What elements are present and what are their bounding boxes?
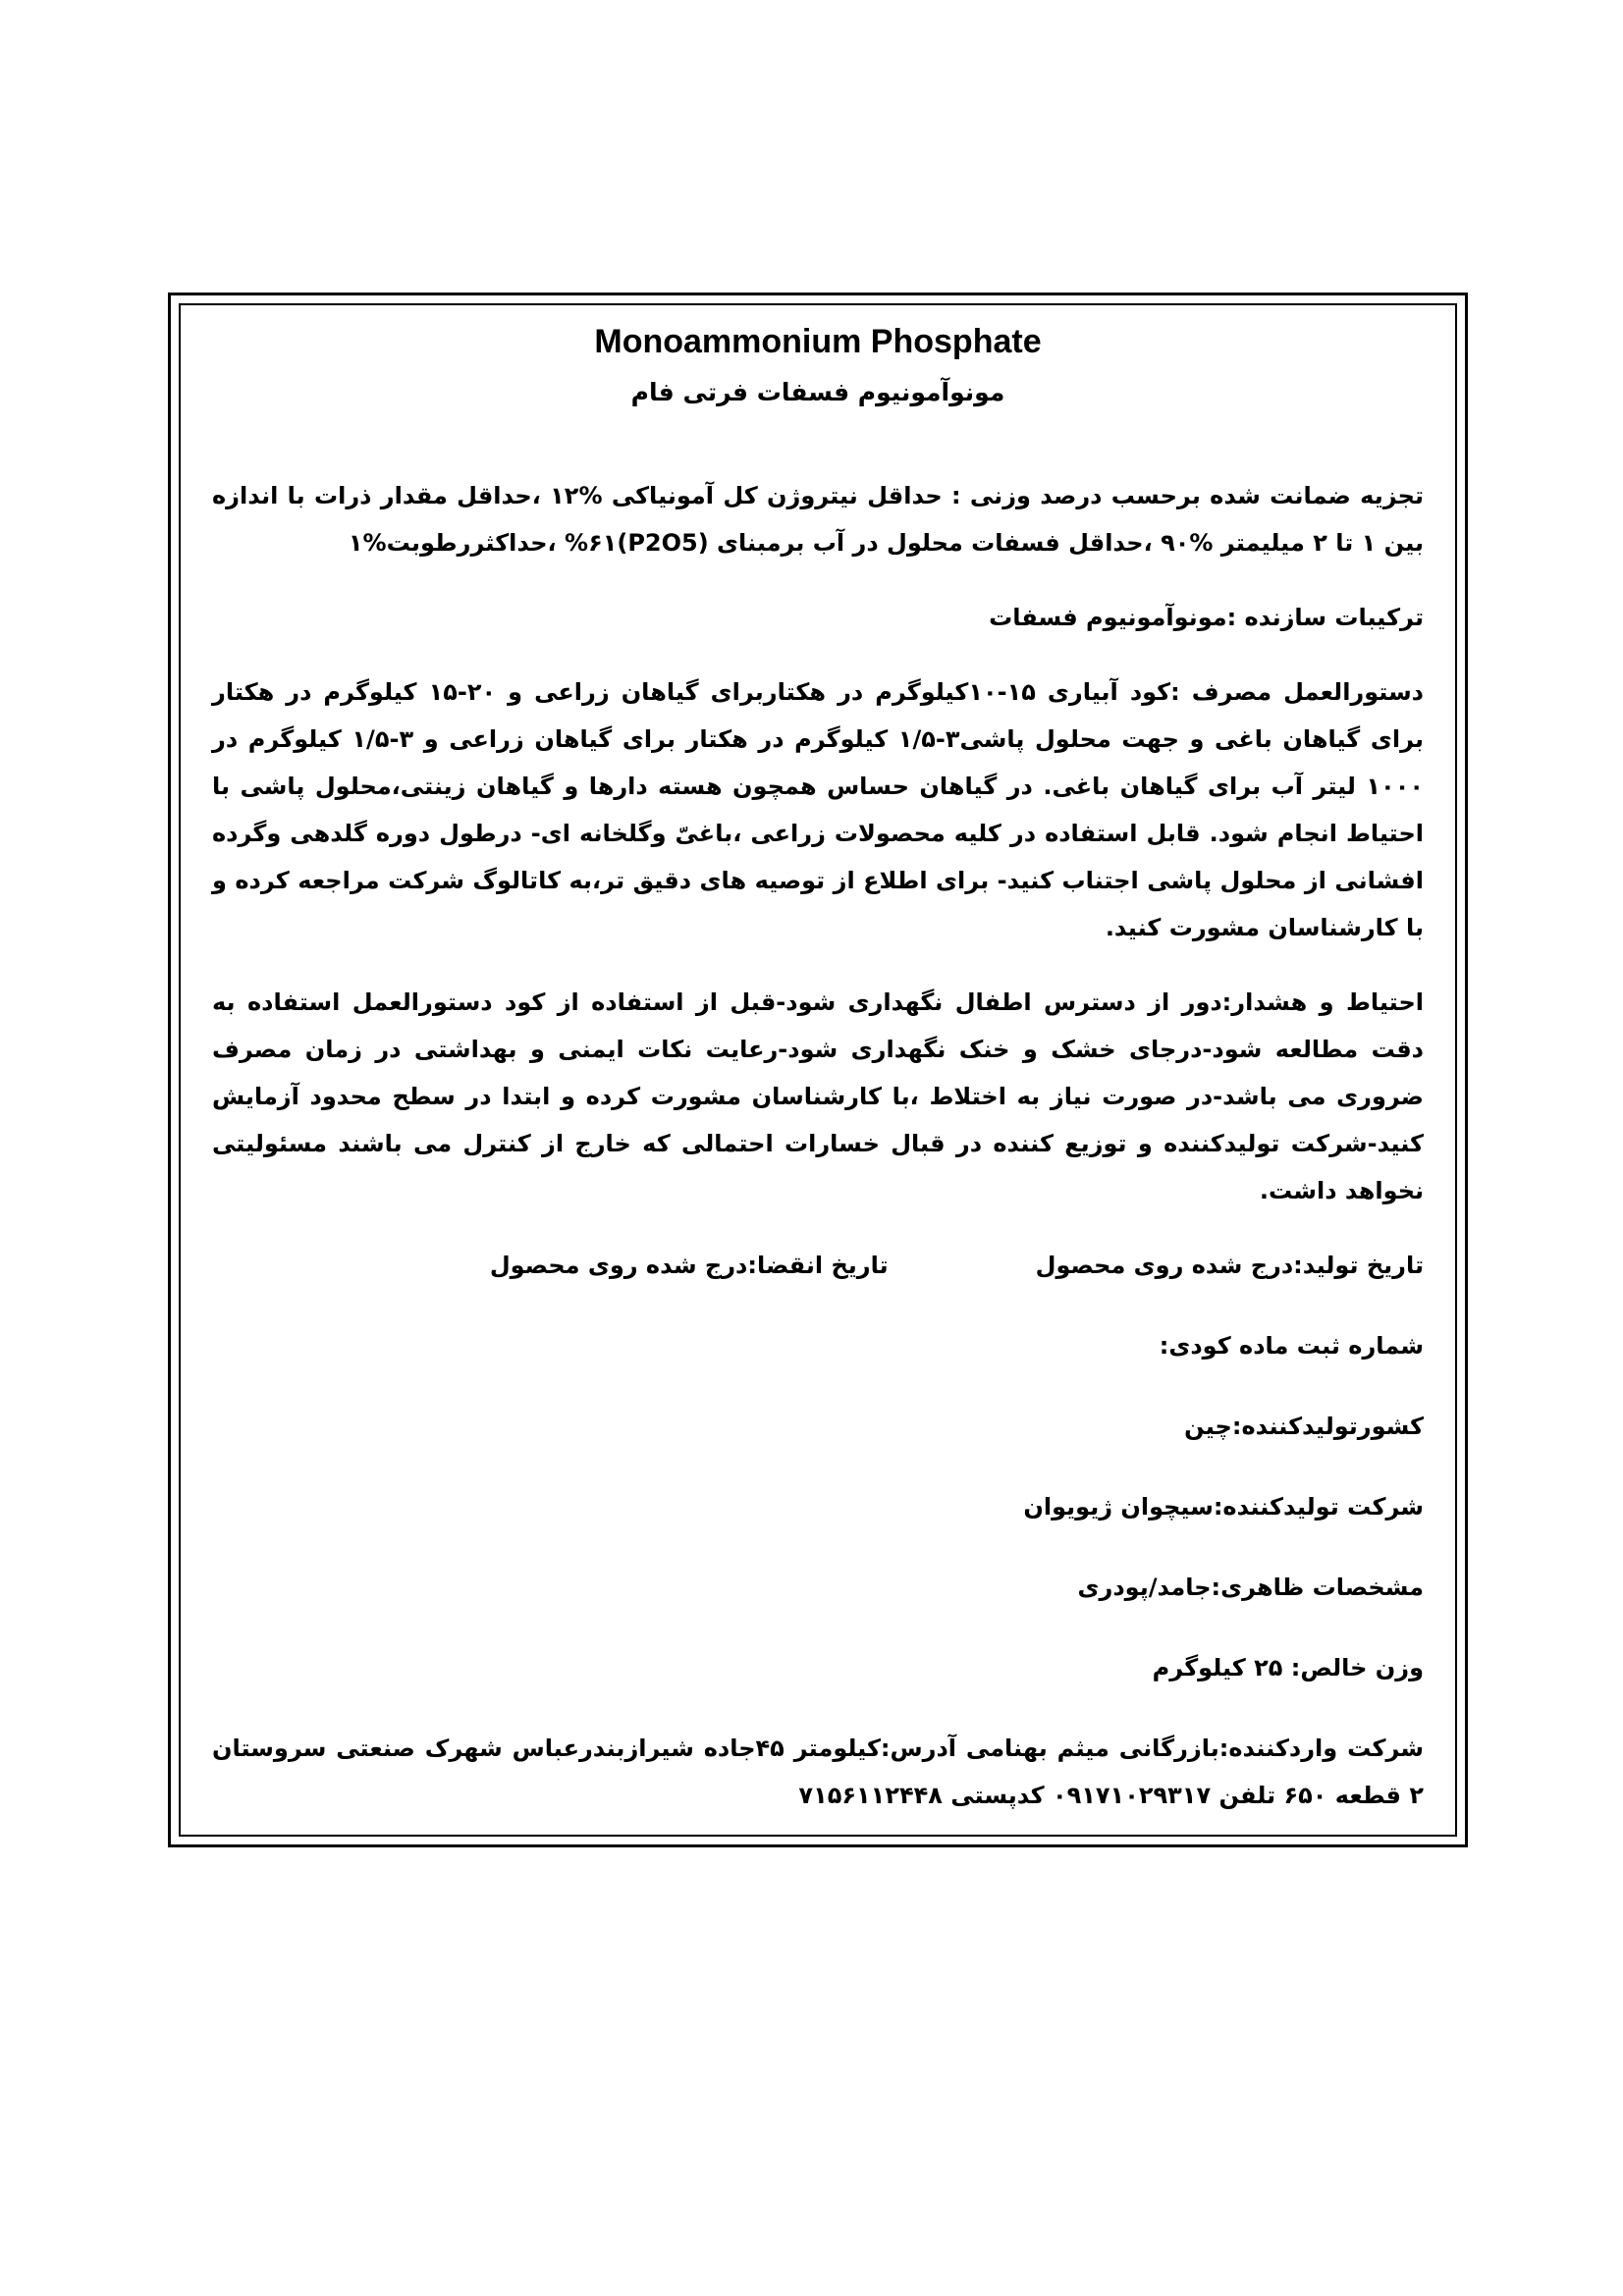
warning-text: احتیاط و هشدار:دور از دسترس اطفال نگهداری شود-قبل از استفاده از کود دستورالعمل استفاده به دقت مطالعه شود-درجای خشک و خنک نگهداری شود-رعایت نکات ایمنی و بهداشتی در زمان مصرف ضروری می باشد-در صورت نیاز به اختلاط ،با کارشناسان مشورت کرده و ابتدا در سطح محدود آزمایش کنید-شرکت تولیدکننده و توزیع کننده در قبال خسارات احتمالی که خارج از کنترل می باشند مسئولیتی نخواهد داشت. xyxy=(212,988,1424,1204)
expiry-date: تاریخ انقضا:درج شده روی محصول xyxy=(489,1252,889,1279)
product-label xyxy=(168,293,1468,1847)
manufacturing-country: کشورتولیدکننده:چین xyxy=(1184,1413,1424,1440)
ingredients: ترکیبات سازنده :مونوآمونیوم فسفات xyxy=(989,604,1424,631)
net-weight: وزن خالص: ۲۵ کیلوگرم xyxy=(1152,1654,1424,1682)
registration-number: شماره ثبت ماده کودی: xyxy=(1159,1332,1424,1360)
guaranteed-analysis: تجزیه ضمانت شده برحسب درصد وزنی : حداقل نیتروژن کل آمونیاکی %۱۲ ،حداقل مقدار ذرات با اندازه بین ۱ تا ۲ میلیمتر %۹۰ ،حداقل فسفات محلول در آب برمبنای (P2O5)%۶۱ ،حداکثررطوبت%۱ xyxy=(212,482,1424,557)
production-date: تاریخ تولید:درج شده روی محصول xyxy=(1035,1252,1424,1279)
product-title-english: Monoammonium Phosphate xyxy=(594,323,1042,360)
product-title-persian: مونوآمونیوم فسفات فرتی فام xyxy=(630,378,1005,406)
importer-info: شرکت واردکننده:بازرگانی میثم بهنامی آدرس:کیلومتر ۴۵جاده شیرازبندرعباس شهرک صنعتی سروستان ۲ قطعه ۶۵۰ تلفن ۰۹۱۷۱۰۲۹۳۱۷ کدپستی ۷۱۵۶۱۱۲۴۴۸ xyxy=(212,1735,1424,1809)
appearance: مشخصات ظاهری:جامد/پودری xyxy=(1077,1574,1424,1601)
dates-row xyxy=(212,1242,1424,1289)
manufacturer: شرکت تولیدکننده:سیچوان ژیویوان xyxy=(1023,1493,1424,1521)
label-content xyxy=(179,303,1457,1837)
usage-instructions: دستورالعمل مصرف :کود آبیاری ۱۵-۱۰کیلوگرم در هکتاربرای گیاهان زراعی و ۲۰-۱۵ کیلوگرم در هکتار برای گیاهان باغی و جهت محلول پاشی۳-۱/۵ کیلوگرم در هکتار برای گیاهان زراعی و ۳-۱/۵ کیلوگرم در ۱۰۰۰ لیتر آب برای گیاهان باغی. در گیاهان حساس همچون هسته دارها و گیاهان زینتی،محلول پاشی با احتیاط انجام شود. قابل استفاده در کلیه محصولات زراعی ،باغیّ وگلخانه ای- درطول دوره گلدهی وگرده افشانی از محلول پاشی اجتناب کنید- برای اطلاع از توصیه های دقیق تر،به کاتالوگ شرکت مراجعه کرده و با کارشناسان مشورت کنید. xyxy=(212,678,1425,941)
